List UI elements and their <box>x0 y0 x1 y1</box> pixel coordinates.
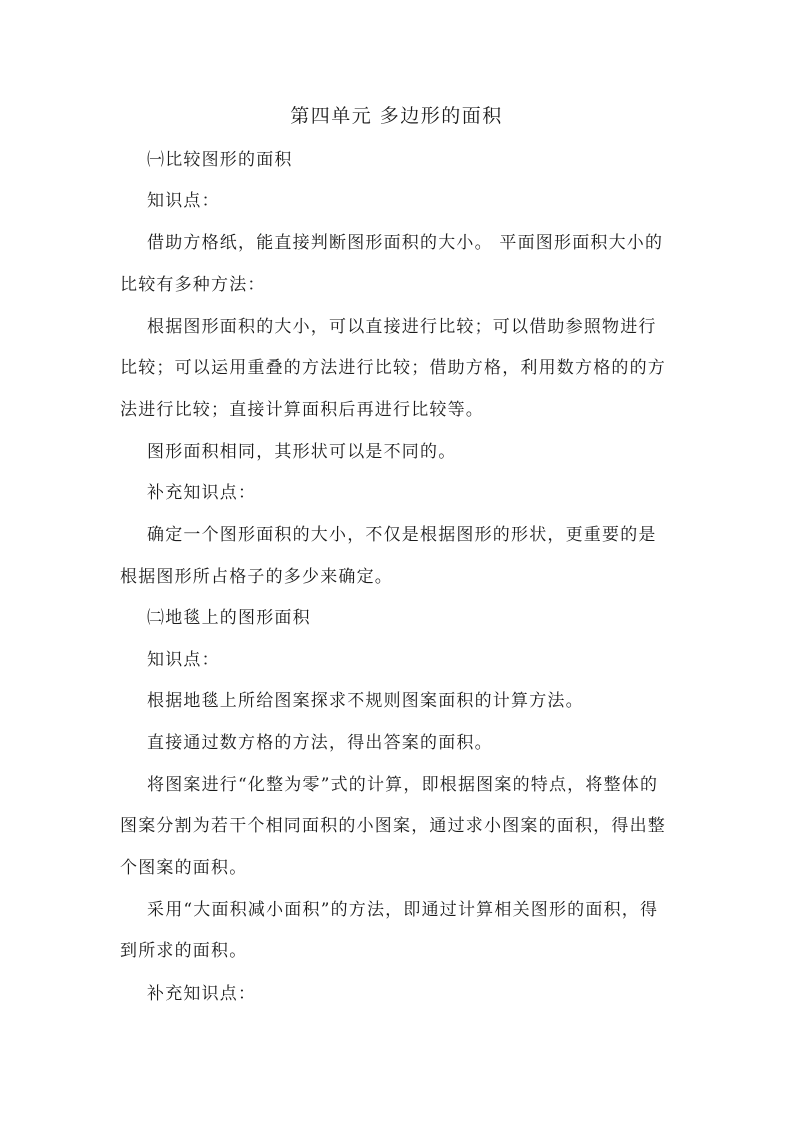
paragraph-line: 借助方格纸，能直接判断图形面积的大小。 平面图形面积大小的 <box>147 233 664 253</box>
paragraph-line: 根据图形面积的大小，可以直接进行比较；可以借助参照物进行 <box>147 317 657 337</box>
paragraph-line: 根据地毯上所给图案探求不规则图案面积的计算方法。 <box>147 691 584 711</box>
supplement-label: 补充知识点： <box>147 483 257 503</box>
paragraph-line: 图形面积相同，其形状可以是不同的。 <box>147 442 457 462</box>
page-title: 第四单元 多边形的面积 <box>290 105 503 127</box>
knowledge-label: 知识点： <box>147 191 220 211</box>
section-heading-2: ㈡地毯上的图形面积 <box>147 608 311 628</box>
paragraph-line: 到所求的面积。 <box>120 941 248 961</box>
section-heading-1: ㈠比较图形的面积 <box>147 150 293 170</box>
paragraph-line: 图案分割为若干个相同面积的小图案，通过求小图案的面积，得出整 <box>120 816 666 836</box>
paragraph-line: 将图案进行“化整为零”式的计算，即根据图案的特点，将整体的 <box>147 775 659 795</box>
paragraph-line: 比较有多种方法： <box>120 275 266 295</box>
paragraph-line: 采用“大面积减小面积”的方法，即通过计算相关图形的面积，得 <box>147 900 659 920</box>
paragraph-line: 个图案的面积。 <box>120 858 248 878</box>
paragraph-line: 法进行比较；直接计算面积后再进行比较等。 <box>120 400 484 420</box>
knowledge-label: 知识点： <box>147 650 220 670</box>
paragraph-line: 根据图形所占格子的多少来确定。 <box>120 567 393 587</box>
supplement-label: 补充知识点： <box>147 984 257 1004</box>
paragraph-line: 比较；可以运用重叠的方法进行比较；借助方格，利用数方格的的方 <box>120 358 666 378</box>
paragraph-line: 直接通过数方格的方法，得出答案的面积。 <box>147 733 493 753</box>
paragraph-line: 确定一个图形面积的大小，不仅是根据图形的形状，更重要的是 <box>147 525 657 545</box>
